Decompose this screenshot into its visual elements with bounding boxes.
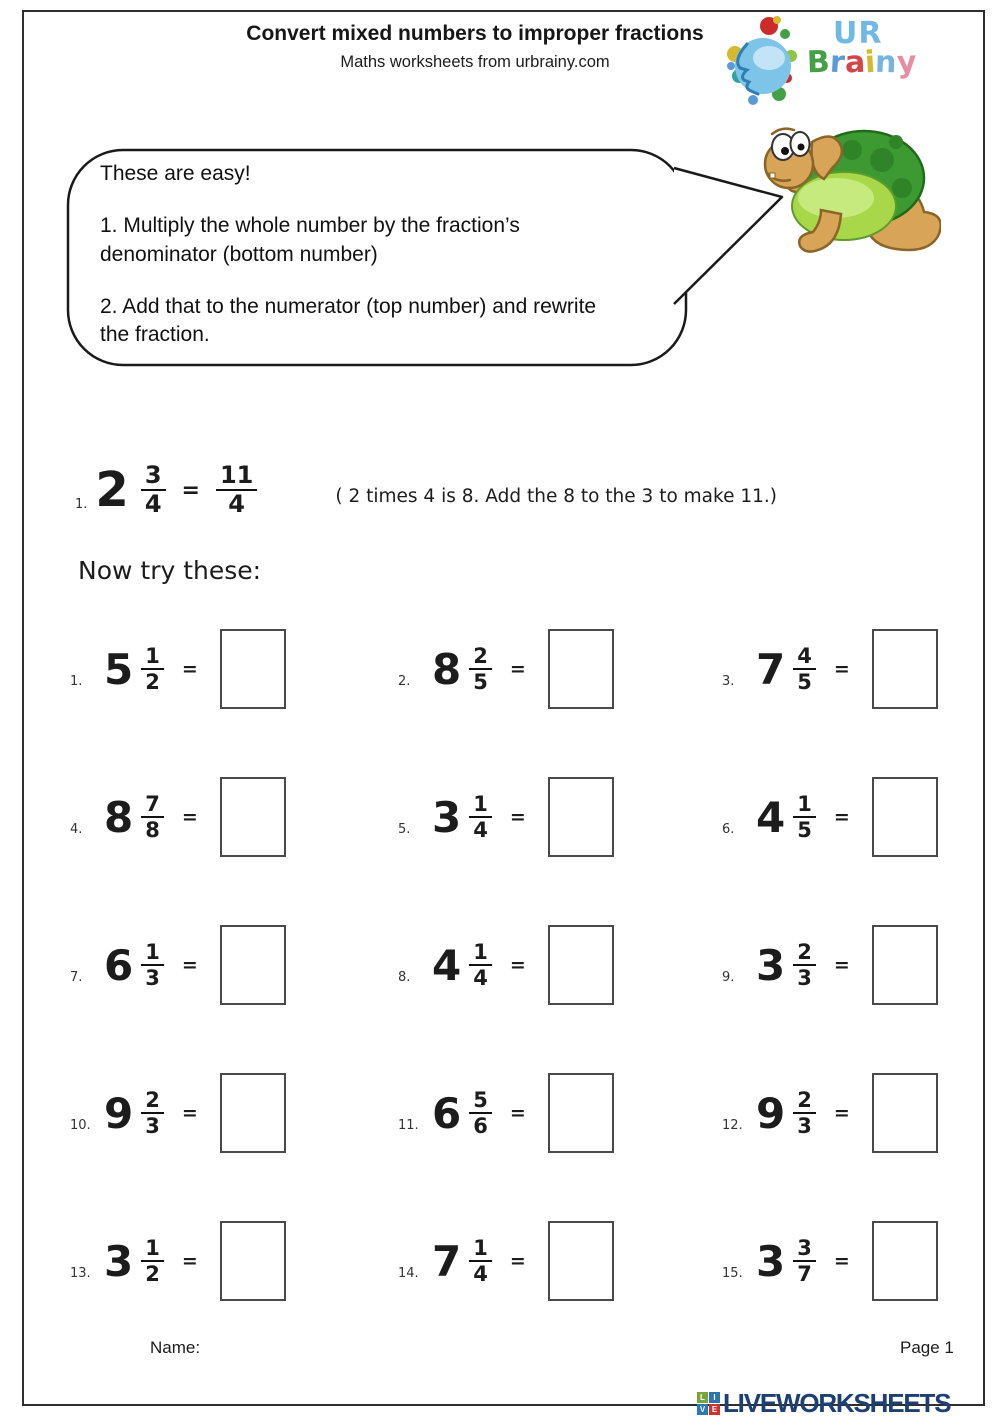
answer-box[interactable] xyxy=(220,629,286,709)
denominator: 6 xyxy=(473,1114,488,1138)
instructions xyxy=(100,160,610,374)
numerator: 7 xyxy=(141,793,164,818)
denominator: 4 xyxy=(473,1262,488,1286)
problem-10 xyxy=(60,1039,388,1187)
problem-number: 4. xyxy=(70,821,83,837)
fraction xyxy=(469,1237,492,1285)
equals-sign: = xyxy=(509,1102,526,1124)
numerator: 2 xyxy=(469,645,492,670)
numerator: 1 xyxy=(141,941,164,966)
worked-example xyxy=(75,448,777,532)
problem-number: 3. xyxy=(722,673,735,689)
fraction xyxy=(469,1089,492,1137)
prompt-text: Now try these: xyxy=(78,556,262,585)
answer-box[interactable] xyxy=(872,1073,938,1153)
whole-number: 3 xyxy=(432,792,462,842)
liveworksheets-grid-icon: L I V E xyxy=(697,1392,720,1415)
fraction xyxy=(793,1089,816,1137)
instruction-step2: 2. Add that to the numerator (top number) and rewrite the fraction. xyxy=(100,295,597,347)
problem-number: 5. xyxy=(398,821,411,837)
problem-2 xyxy=(388,595,712,743)
problem-number: 8. xyxy=(398,969,411,985)
whole-number: 4 xyxy=(432,940,462,990)
problem-number: 2. xyxy=(398,673,411,689)
equals-sign: = xyxy=(181,477,200,503)
numerator: 1 xyxy=(469,1237,492,1262)
problems-grid xyxy=(60,595,980,1335)
instruction-step1: 1. Multiply the whole number by the fraction’s denominator (bottom number) xyxy=(100,214,520,266)
whole-number: 3 xyxy=(104,1236,134,1286)
problem-13 xyxy=(60,1187,388,1335)
whole-number: 6 xyxy=(104,940,134,990)
equals-sign: = xyxy=(181,658,198,680)
equals-sign: = xyxy=(833,954,850,976)
page-subtitle: Maths worksheets from urbrainy.com xyxy=(340,53,610,71)
answer-box[interactable] xyxy=(548,629,614,709)
urbrainy-head-icon xyxy=(725,14,809,114)
example-note: ( 2 times 4 is 8. Add the 8 to the 3 to make 11.) xyxy=(335,485,777,507)
equals-sign: = xyxy=(509,954,526,976)
denominator: 5 xyxy=(473,670,488,694)
answer-box[interactable] xyxy=(548,1073,614,1153)
problem-number: 11. xyxy=(398,1117,419,1133)
brand-ur: UR xyxy=(833,16,883,51)
problem-1 xyxy=(60,595,388,743)
example-whole-number: 2 xyxy=(95,462,129,518)
denominator: 4 xyxy=(473,966,488,990)
numerator: 2 xyxy=(793,941,816,966)
problem-number: 7. xyxy=(70,969,83,985)
problem-15 xyxy=(712,1187,980,1335)
denominator: 3 xyxy=(145,1114,160,1138)
equals-sign: = xyxy=(509,1250,526,1272)
problem-14 xyxy=(388,1187,712,1335)
fraction xyxy=(469,793,492,841)
whole-number: 3 xyxy=(756,940,786,990)
fraction xyxy=(793,941,816,989)
problem-5 xyxy=(388,743,712,891)
answer-box[interactable] xyxy=(220,1073,286,1153)
denominator: 2 xyxy=(145,1262,160,1286)
problem-number: 15. xyxy=(722,1265,743,1281)
problem-number: 9. xyxy=(722,969,735,985)
denominator: 3 xyxy=(797,1114,812,1138)
problem-4 xyxy=(60,743,388,891)
equals-sign: = xyxy=(181,954,198,976)
fraction xyxy=(141,1089,164,1137)
numerator: 1 xyxy=(793,793,816,818)
denominator: 8 xyxy=(145,818,160,842)
whole-number: 7 xyxy=(756,644,786,694)
whole-number: 5 xyxy=(104,644,134,694)
problem-3 xyxy=(712,595,980,743)
denominator: 4 xyxy=(144,490,162,518)
page-title: Convert mixed numbers to improper fractions xyxy=(246,22,704,45)
equals-sign: = xyxy=(509,658,526,680)
problem-7 xyxy=(60,891,388,1039)
fraction xyxy=(141,645,164,693)
numerator: 5 xyxy=(469,1089,492,1114)
numerator: 3 xyxy=(141,463,166,491)
problem-9 xyxy=(712,891,980,1039)
answer-box[interactable] xyxy=(220,777,286,857)
answer-box[interactable] xyxy=(548,1221,614,1301)
fraction xyxy=(141,793,164,841)
example-fraction xyxy=(141,460,166,518)
fraction xyxy=(141,941,164,989)
denominator: 2 xyxy=(145,670,160,694)
equals-sign: = xyxy=(181,806,198,828)
problem-number: 6. xyxy=(722,821,735,837)
whole-number: 9 xyxy=(756,1088,786,1138)
denominator: 5 xyxy=(797,670,812,694)
answer-box[interactable] xyxy=(548,777,614,857)
problem-number: 13. xyxy=(70,1265,91,1281)
denominator: 3 xyxy=(145,966,160,990)
equals-sign: = xyxy=(181,1102,198,1124)
whole-number: 7 xyxy=(432,1236,462,1286)
numerator: 1 xyxy=(141,1237,164,1262)
whole-number: 4 xyxy=(756,792,786,842)
liveworksheets-wordmark: LIVEWORKSHEETS xyxy=(723,1388,951,1418)
problem-6 xyxy=(712,743,980,891)
answer-box[interactable] xyxy=(548,925,614,1005)
problem-number: 1. xyxy=(70,673,83,689)
denominator: 5 xyxy=(797,818,812,842)
brand-brainy: Brainy xyxy=(806,44,917,80)
problem-11 xyxy=(388,1039,712,1187)
whole-number: 8 xyxy=(104,792,134,842)
numerator: 1 xyxy=(469,941,492,966)
fraction xyxy=(793,1237,816,1285)
equals-sign: = xyxy=(181,1250,198,1272)
whole-number: 3 xyxy=(756,1236,786,1286)
urbrainy-wordmark xyxy=(806,16,982,80)
whole-number: 8 xyxy=(432,644,462,694)
denominator: 3 xyxy=(797,966,812,990)
denominator: 7 xyxy=(797,1262,812,1286)
urbrainy-logo xyxy=(725,14,985,114)
numerator: 11 xyxy=(216,463,257,491)
numerator: 3 xyxy=(793,1237,816,1262)
example-number: 1. xyxy=(75,496,88,512)
equals-sign: = xyxy=(833,658,850,680)
problem-number: 14. xyxy=(398,1265,419,1281)
numerator: 1 xyxy=(469,793,492,818)
problem-8 xyxy=(388,891,712,1039)
numerator: 1 xyxy=(141,645,164,670)
answer-box[interactable] xyxy=(220,925,286,1005)
instruction-intro: These are easy! xyxy=(100,162,251,185)
problem-12 xyxy=(712,1039,980,1187)
page-number: Page 1 xyxy=(900,1338,954,1357)
answer-box[interactable] xyxy=(872,925,938,1005)
fraction xyxy=(141,1237,164,1285)
liveworksheets-logo[interactable] xyxy=(697,1388,950,1419)
answer-box[interactable] xyxy=(220,1221,286,1301)
equals-sign: = xyxy=(833,1102,850,1124)
fraction xyxy=(793,645,816,693)
equals-sign: = xyxy=(509,806,526,828)
turtle-mascot-icon xyxy=(756,116,941,271)
numerator: 2 xyxy=(141,1089,164,1114)
equals-sign: = xyxy=(833,806,850,828)
problem-number: 10. xyxy=(70,1117,91,1133)
example-result-fraction xyxy=(216,460,257,518)
answer-box[interactable] xyxy=(872,1221,938,1301)
answer-box[interactable] xyxy=(872,777,938,857)
numerator: 4 xyxy=(793,645,816,670)
fraction xyxy=(469,941,492,989)
denominator: 4 xyxy=(228,490,245,518)
problem-number: 12. xyxy=(722,1117,743,1133)
equals-sign: = xyxy=(833,1250,850,1272)
denominator: 4 xyxy=(473,818,488,842)
name-label: Name: xyxy=(150,1338,201,1357)
whole-number: 6 xyxy=(432,1088,462,1138)
whole-number: 9 xyxy=(104,1088,134,1138)
fraction xyxy=(793,793,816,841)
numerator: 2 xyxy=(793,1089,816,1114)
fraction xyxy=(469,645,492,693)
answer-box[interactable] xyxy=(872,629,938,709)
